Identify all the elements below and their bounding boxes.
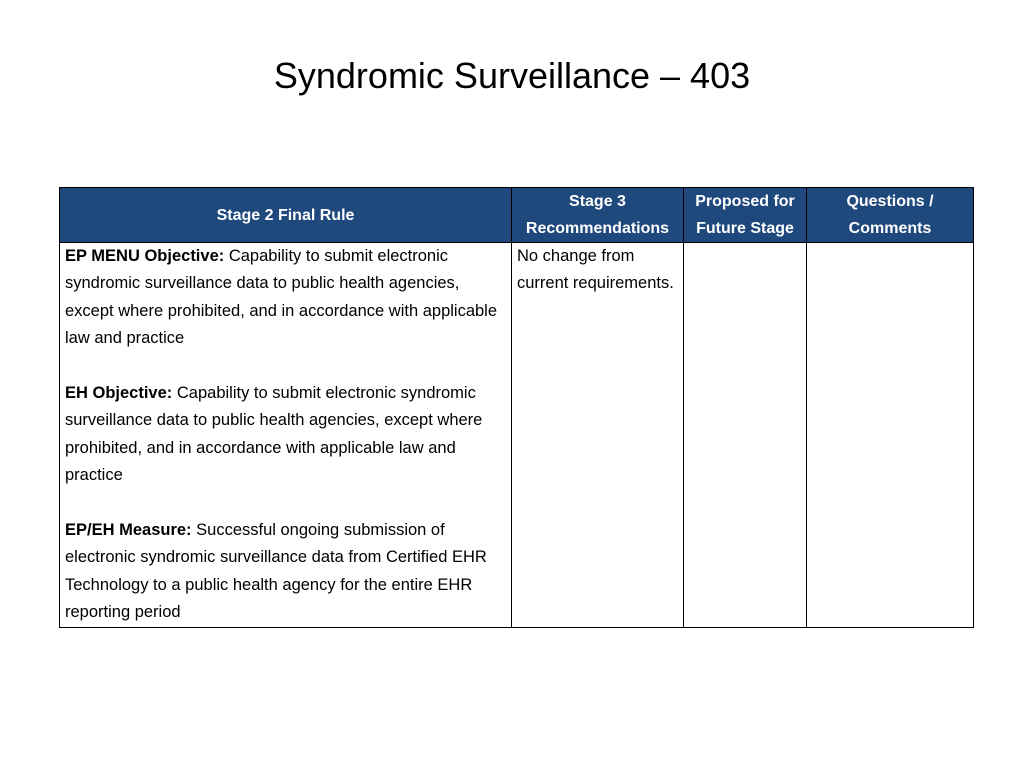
slide-title: Syndromic Surveillance – 403 — [273, 55, 751, 96]
cell-stage3-recommendations: No change from current requirements. — [512, 243, 684, 628]
table-header-row — [60, 188, 974, 243]
header-stage2-final-rule: Stage 2 Final Rule — [60, 188, 512, 243]
ep-eh-measure-text: Successful ongoing submission of electronic syndromic surveillance data from Certified EHR Technology to a public health agency for the entire EHR reporting period — [65, 521, 487, 622]
ep-eh-measure-label: EP/EH Measure: — [65, 521, 192, 540]
eh-objective-label: EH Objective: — [65, 384, 173, 403]
cell-questions-comments — [807, 243, 974, 628]
header-questions-comments: Questions / Comments — [807, 188, 974, 243]
ep-menu-objective — [65, 243, 506, 353]
ep-menu-objective-text: Capability to submit electronic syndromic surveillance data to public health agencies, except where prohibited, and in accordance with applicable law and practice — [65, 247, 498, 348]
header-proposed-future-stage: Proposed for Future Stage — [684, 188, 807, 243]
ep-menu-objective-label: EP MENU Objective: — [65, 247, 225, 265]
table-row — [60, 243, 974, 628]
requirements-table — [59, 187, 974, 628]
eh-objective-text: Capability to submit electronic syndromic surveillance data to public health agencies, except where prohibited, and in accordance with applicable law and practice — [65, 384, 483, 485]
cell-stage2-final-rule — [60, 243, 512, 628]
eh-objective — [65, 380, 506, 490]
cell-proposed-future-stage — [684, 243, 807, 628]
ep-eh-measure — [65, 517, 506, 627]
header-stage3-recommendations: Stage 3 Recommendations — [512, 188, 684, 243]
